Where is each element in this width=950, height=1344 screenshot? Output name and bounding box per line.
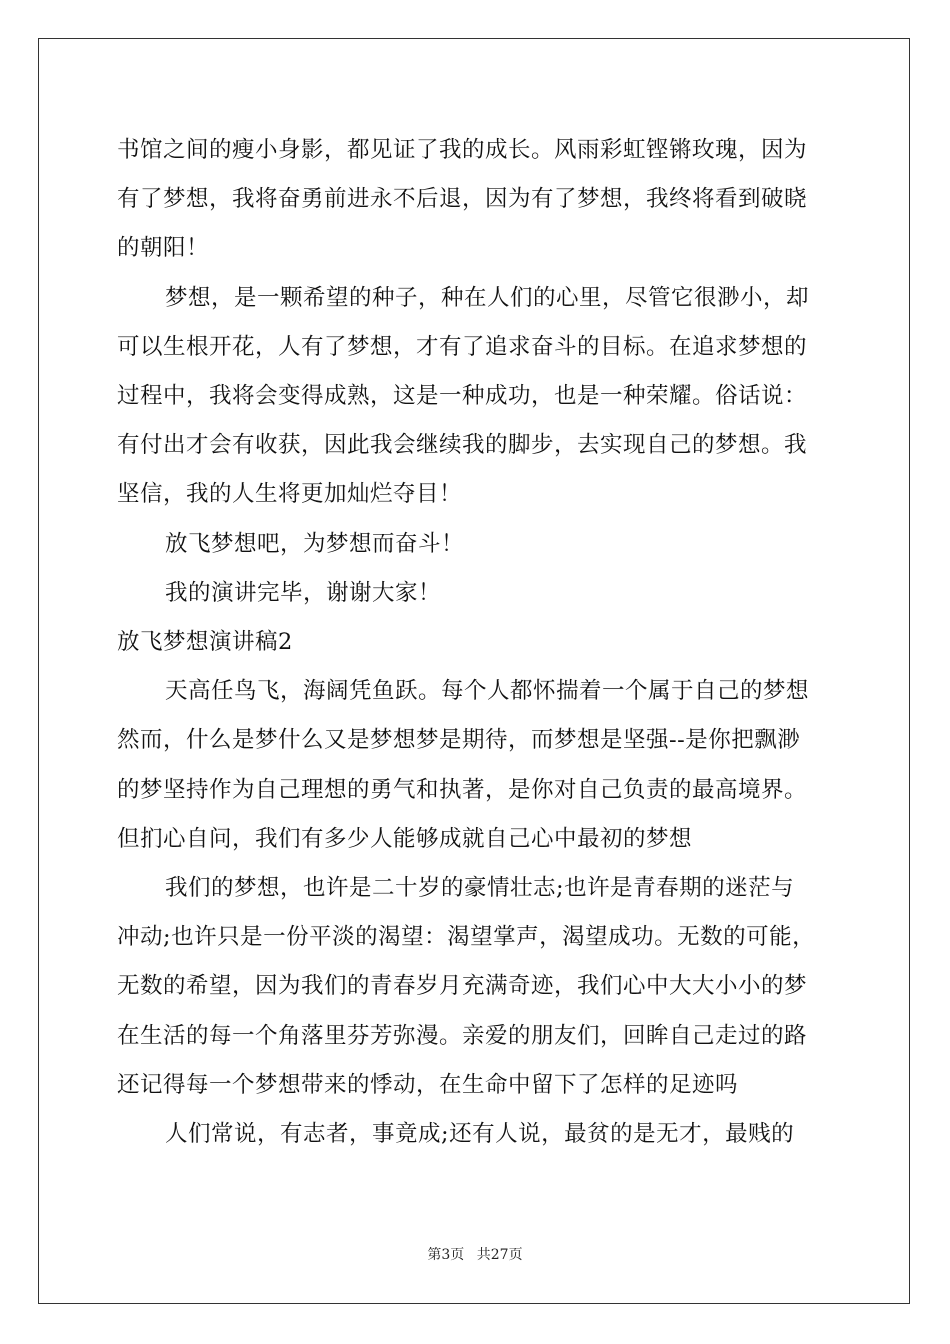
- text-line: 梦想，是一颗希望的种子，种在人们的心里，尽管它很渺小，却: [165, 284, 810, 311]
- text-line: 我的演讲完毕，谢谢大家！: [165, 579, 442, 606]
- text-line: 的朝阳！: [117, 235, 210, 262]
- paragraph: [117, 126, 837, 274]
- paragraph: [117, 569, 837, 618]
- paragraph: [117, 1110, 837, 1159]
- document-body: [117, 126, 837, 1159]
- text-line: 坚信，我的人生将更加灿烂夺目！: [117, 481, 463, 508]
- text-line: 的梦坚持作为自己理想的勇气和执著，是你对自己负责的最高境界。: [117, 776, 808, 803]
- text-line: 有付出才会有收获，因此我会继续我的脚步，去实现自己的梦想。我: [117, 432, 808, 459]
- text-line: 放飞梦想吧，为梦想而奋斗！: [165, 530, 465, 557]
- text-line: 无数的希望，因为我们的青春岁月充满奇迹，我们心中大大小小的梦: [117, 973, 808, 1000]
- text-line: 然而，什么是梦什么又是梦想梦是期待，而梦想是坚强--是你把飘渺: [117, 727, 801, 754]
- text-line: 还记得每一个梦想带来的悸动，在生命中留下了怎样的足迹吗: [117, 1071, 739, 1098]
- page-number: 第3页: [427, 1247, 465, 1263]
- text-line: 但扪心自问，我们有多少人能够成就自己心中最初的梦想: [117, 825, 693, 852]
- page-total: 共27页: [476, 1247, 523, 1263]
- text-line: 我们的梦想，也许是二十岁的豪情壮志;也许是青春期的迷茫与: [165, 875, 795, 902]
- paragraph: [117, 520, 837, 569]
- paragraph: [117, 864, 837, 1110]
- text-line: 冲动;也许只是一份平淡的渴望：渴望掌声，渴望成功。无数的可能，: [117, 924, 816, 951]
- text-line: 在生活的每一个角落里芬芳弥漫。亲爱的朋友们，回眸自己走过的路: [117, 1022, 808, 1049]
- text-line: 可以生根开花，人有了梦想，才有了追求奋斗的目标。在追求梦想的: [117, 333, 808, 360]
- text-line: 人们常说，有志者，事竟成;还有人说，最贫的是无才，最贱的: [165, 1121, 795, 1148]
- text-line: 过程中，我将会变得成熟，这是一种成功，也是一种荣耀。俗话说：: [117, 383, 808, 410]
- text-line: 书馆之间的瘦小身影，都见证了我的成长。风雨彩虹铿锵玫瑰，因为: [117, 137, 808, 163]
- text-line: 天高任鸟飞，海阔凭鱼跃。每个人都怀揣着一个属于自己的梦想: [165, 678, 810, 705]
- paragraph: [117, 667, 837, 864]
- page-footer: [0, 1244, 950, 1264]
- text-line: 有了梦想，我将奋勇前进永不后退，因为有了梦想，我终将看到破晓: [117, 186, 808, 213]
- paragraph: [117, 274, 837, 520]
- section-heading: 放飞梦想演讲稿2: [117, 629, 293, 656]
